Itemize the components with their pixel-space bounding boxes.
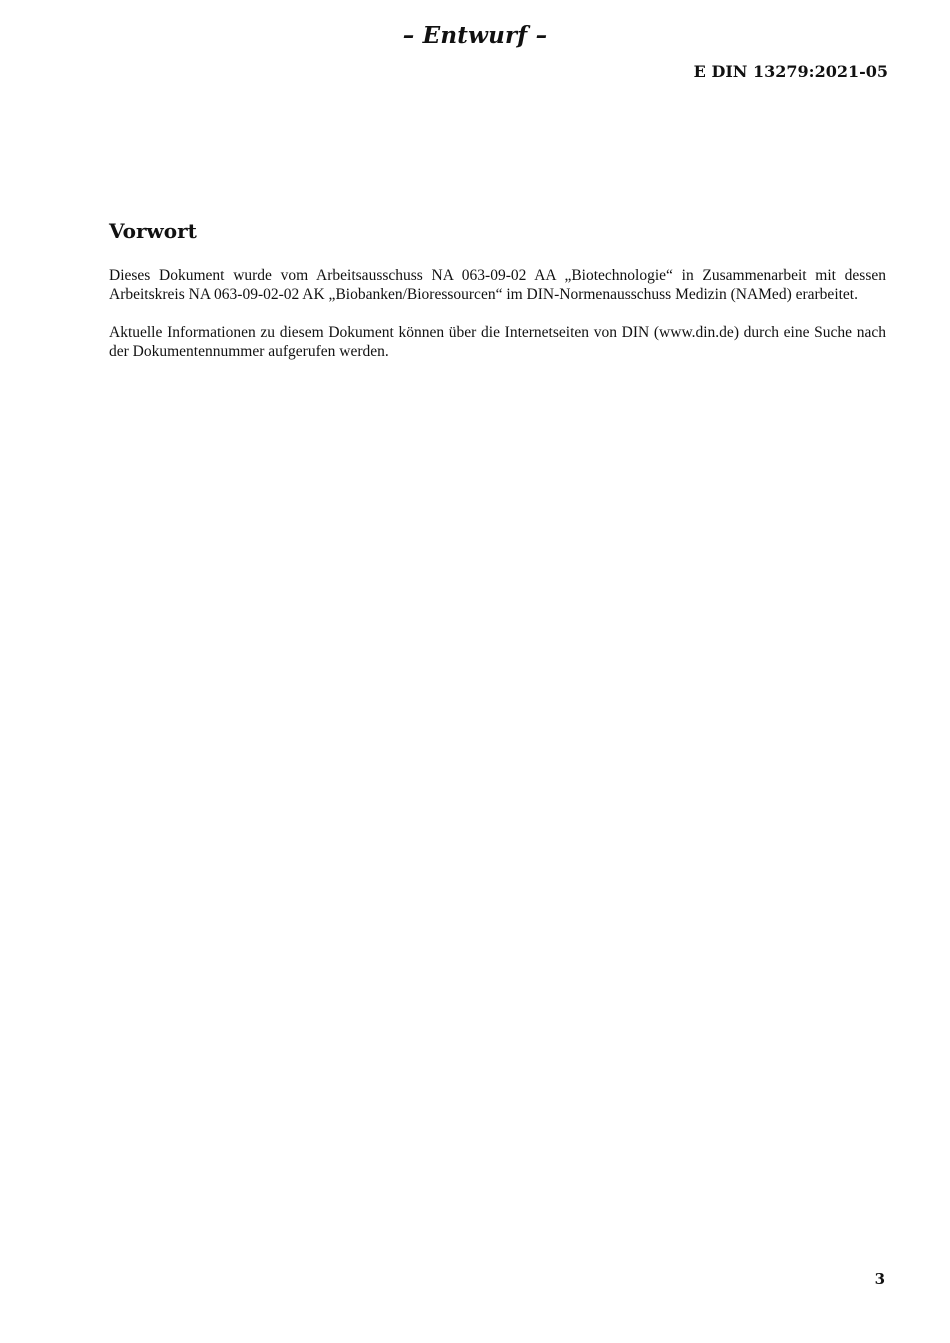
paragraph-information: Aktuelle Informationen zu diesem Dokument können über die Internetseiten von DIN (www.din.de) durch eine Suche nach der Dokumentennummer aufgerufen werden. [109,324,886,360]
section-title: Vorwort [109,219,197,243]
paragraph-committee: Dieses Dokument wurde vom Arbeitsausschuss NA 063-09-02 AA „Biotechnologie“ in Zusammenarbeit mit dessen Arbeitskreis NA 063-09-02-02 AK „Biobanken/Bioressourcen“ im DIN-Normenausschuss Medizin (NAMed) erarbeitet. [109,267,886,303]
draft-watermark-heading: – Entwurf – [402,22,548,49]
document-number: E DIN 13279:2021-05 [693,62,888,81]
page-content [109,216,886,380]
page-number: 3 [874,1270,885,1288]
